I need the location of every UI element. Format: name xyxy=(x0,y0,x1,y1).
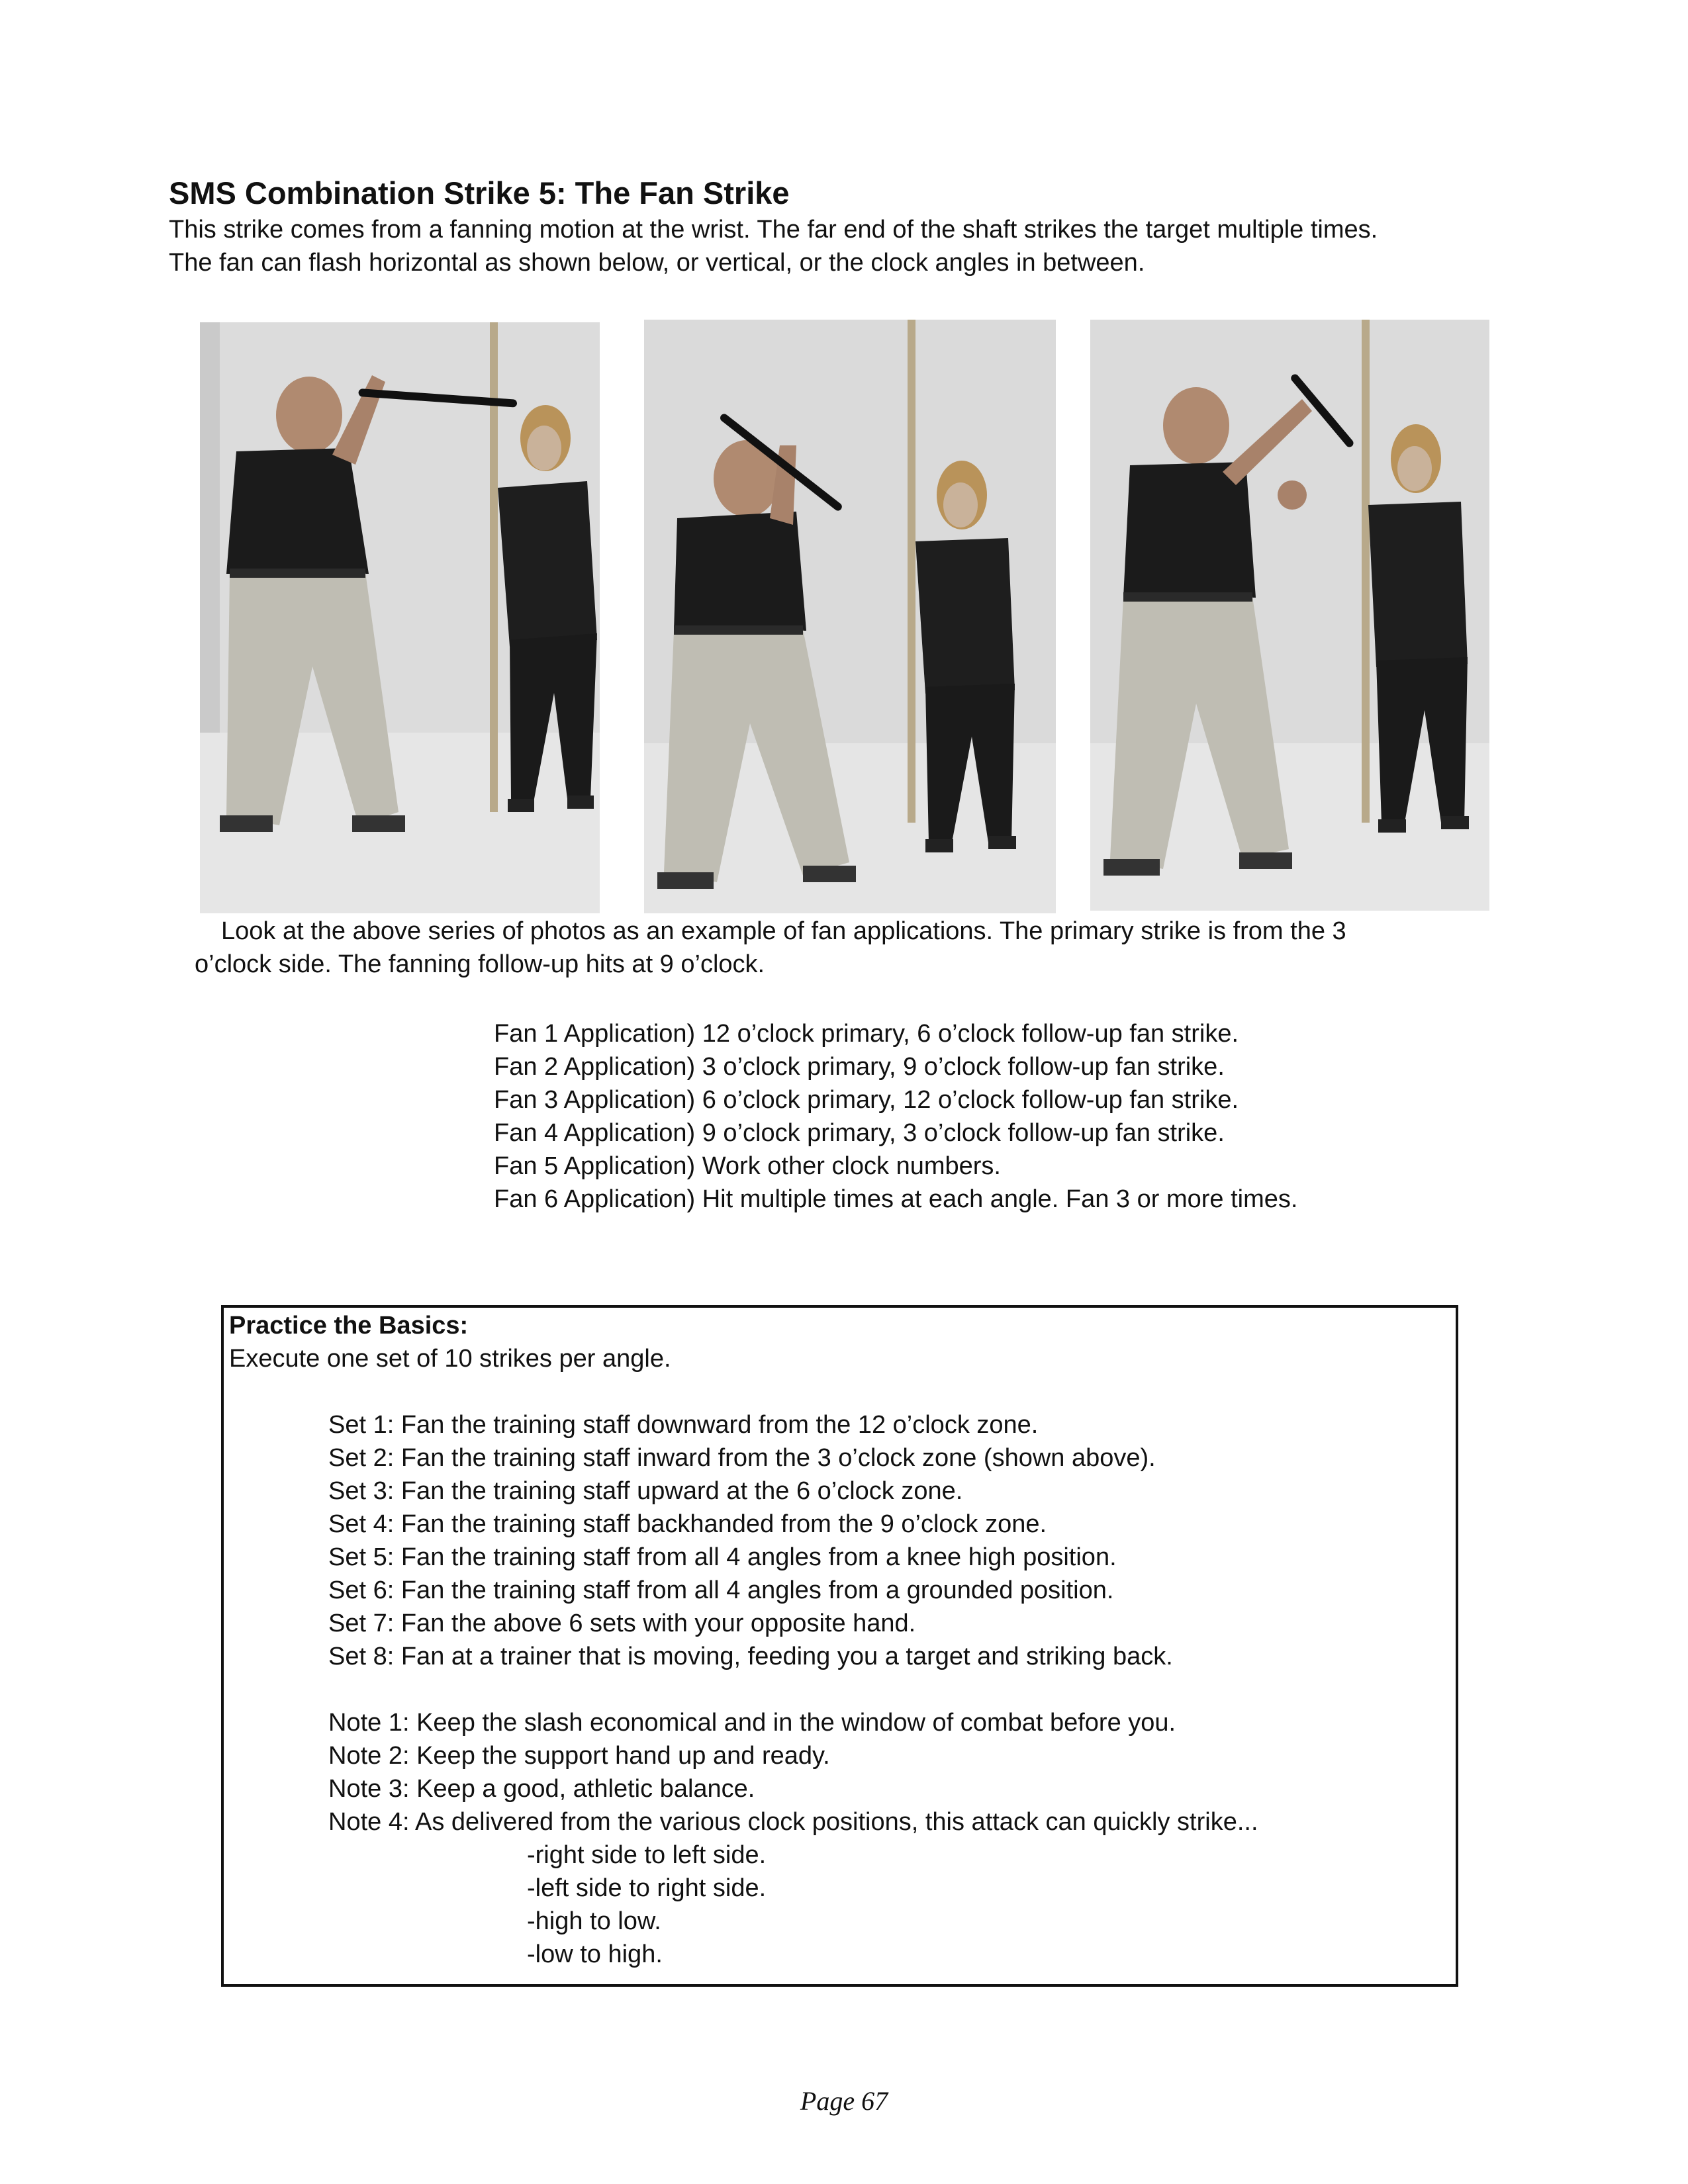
intro-line: The fan can flash horizontal as shown below, or vertical, or the clock angles in between. xyxy=(169,249,1145,277)
target-item: -left side to right side. xyxy=(527,1874,767,1902)
set-item: Set 7: Fan the above 6 sets with your opposite hand. xyxy=(328,1610,916,1637)
target-item: -high to low. xyxy=(527,1907,661,1935)
page-heading: SMS Combination Strike 5: The Fan Strike xyxy=(169,175,790,210)
fan-application-list xyxy=(494,1017,1297,1216)
intro-paragraph xyxy=(169,213,1378,279)
set-item: Set 3: Fan the training staff upward at the 6 o’clock zone. xyxy=(328,1477,963,1505)
fan-application-item: Fan 2 Application) 3 o’clock primary, 9 o’clock follow-up fan strike. xyxy=(494,1053,1225,1081)
target-item: -right side to left side. xyxy=(527,1841,767,1869)
set-item: Set 6: Fan the training staff from all 4 angles from a grounded position. xyxy=(328,1576,1114,1604)
set-item: Set 4: Fan the training staff backhanded from the 9 o’clock zone. xyxy=(328,1510,1047,1538)
fan-application-item: Fan 6 Application) Hit multiple times at each angle. Fan 3 or more times. xyxy=(494,1185,1298,1213)
photo-fan-follow-up xyxy=(1090,320,1489,911)
note-item: Note 4: As delivered from the various clock positions, this attack can quickly strike... xyxy=(328,1808,1258,1836)
photo-horizontal-fan-start xyxy=(200,322,600,913)
caption-line: o’clock side. The fanning follow-up hits at 9 o’clock. xyxy=(195,950,765,978)
intro-line: This strike comes from a fanning motion at the wrist. The far end of the shaft strikes the target multiple times. xyxy=(169,216,1378,244)
photo-illustration xyxy=(200,322,600,913)
practice-title: Practice the Basics: xyxy=(229,1312,469,1340)
photo-caption xyxy=(195,915,1346,981)
note-item: Note 2: Keep the support hand up and ready. xyxy=(328,1742,830,1770)
practice-intro: Execute one set of 10 strikes per angle. xyxy=(229,1345,671,1373)
caption-line: Look at the above series of photos as an example of fan applications. The primary strike is from the 3 xyxy=(221,917,1346,945)
fan-application-item: Fan 4 Application) 9 o’clock primary, 3 o’clock follow-up fan strike. xyxy=(494,1119,1225,1147)
practice-box xyxy=(221,1305,1458,1987)
set-item: Set 5: Fan the training staff from all 4 angles from a knee high position. xyxy=(328,1543,1117,1571)
note-item: Note 3: Keep a good, athletic balance. xyxy=(328,1775,755,1803)
fan-application-item: Fan 3 Application) 6 o’clock primary, 12 o’clock follow-up fan strike. xyxy=(494,1086,1239,1114)
photo-fan-strike-raised xyxy=(644,320,1056,913)
note-item: Note 1: Keep the slash economical and in the window of combat before you. xyxy=(328,1709,1176,1737)
fan-application-item: Fan 1 Application) 12 o’clock primary, 6 o’clock follow-up fan strike. xyxy=(494,1020,1239,1048)
fan-application-item: Fan 5 Application) Work other clock numbers. xyxy=(494,1152,1001,1180)
strike-targets xyxy=(527,1839,766,1971)
set-item: Set 1: Fan the training staff downward from the 12 o’clock zone. xyxy=(328,1411,1039,1439)
set-item: Set 8: Fan at a trainer that is moving, feeding you a target and striking back. xyxy=(328,1643,1173,1670)
photo-illustration xyxy=(1090,320,1489,911)
photo-illustration xyxy=(644,320,1056,913)
target-item: -low to high. xyxy=(527,1940,663,1968)
set-item: Set 2: Fan the training staff inward from the 3 o’clock zone (shown above). xyxy=(328,1444,1156,1472)
page-number: Page 67 xyxy=(800,2086,888,2116)
practice-notes xyxy=(328,1706,1258,1839)
practice-sets xyxy=(328,1408,1173,1673)
